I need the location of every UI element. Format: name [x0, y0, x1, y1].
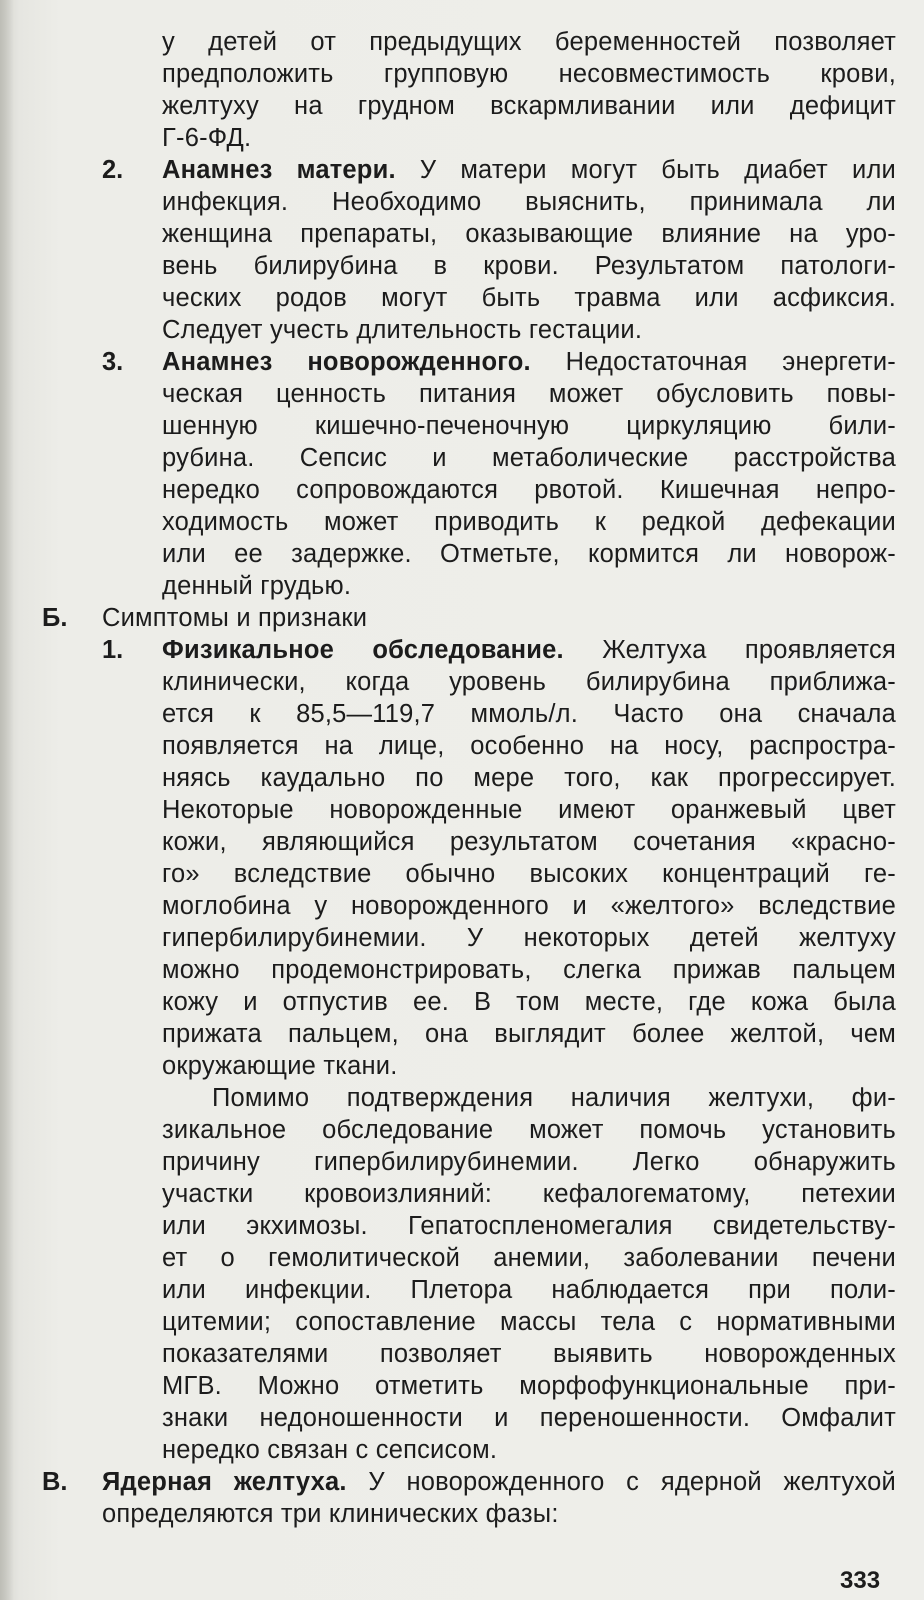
- text-line: или экхимозы. Гепатоспленомегалия свидетельству-: [162, 1212, 896, 1240]
- text-line: зикальное обследование может помочь установить: [162, 1116, 896, 1144]
- text-line: ется к 85,5—119,7 ммоль/л. Часто она сначала: [162, 700, 896, 728]
- text-line: вень билирубина в крови. Результатом патологи-: [162, 252, 896, 280]
- text-line: прижата пальцем, она выглядит более желтой, чем: [162, 1020, 896, 1048]
- text-line: денный грудью.: [162, 572, 352, 600]
- text-line: клинически, когда уровень билирубина приближа-: [162, 668, 896, 696]
- text-line: определяются три клинических фазы:: [102, 1500, 559, 1528]
- item-b1-heading: Физикальное обследование.: [162, 636, 564, 664]
- section-marker-v: В.: [42, 1468, 68, 1496]
- text-line: у детей от предыдущих беременностей позволяет: [162, 28, 896, 56]
- text-line: кожи, являющийся результатом сочетания «красно-: [162, 828, 896, 856]
- text-line: участки кровоизлияний: кефалогематому, петехии: [162, 1180, 896, 1208]
- page-number: 333: [840, 1567, 881, 1594]
- list-item-3-first-line: [162, 346, 896, 378]
- text-line: рубина. Сепсис и метаболические расстройства: [162, 444, 896, 472]
- text-line: цитемии; сопоставление массы тела с нормативными: [162, 1308, 896, 1336]
- list-marker-2: 2.: [102, 156, 124, 184]
- text-line: желтуху на грудном вскармливании или дефицит: [162, 92, 896, 120]
- text-line: Следует учесть длительность гестации.: [162, 316, 643, 344]
- text-line: няясь каудально по мере того, как прогрессирует.: [162, 764, 896, 792]
- text-line: окружающие ткани.: [162, 1052, 398, 1080]
- text-line: или инфекции. Плетора наблюдается при поли-: [162, 1276, 896, 1304]
- text-line: Г-6-ФД.: [162, 124, 252, 152]
- text-line: женщина препараты, оказывающие влияние на уро-: [162, 220, 896, 248]
- text-line: инфекция. Необходимо выяснить, принимала ли: [162, 188, 896, 216]
- text-line: нередко связан с сепсисом.: [162, 1436, 498, 1464]
- text-line: МГВ. Можно отметить морфофункциональные при-: [162, 1372, 896, 1400]
- text-line: или ее задержке. Отметьте, кормится ли новорож-: [162, 540, 896, 568]
- list-marker-b1: 1.: [102, 636, 124, 664]
- text-line: гипербилирубинемии. У некоторых детей желтуху: [162, 924, 896, 952]
- text-line: го» вследствие обычно высоких концентраций ге-: [162, 860, 896, 888]
- text-line: можно продемонстрировать, слегка прижав пальцем: [162, 956, 896, 984]
- text-line: ческая ценность питания может обусловить повы-: [162, 380, 896, 408]
- section-marker-b: Б.: [42, 604, 68, 632]
- text-line: появляется на лице, особенно на носу, распростра-: [162, 732, 896, 760]
- text-line: нередко сопровождаются рвотой. Кишечная непро-: [162, 476, 896, 504]
- item-3-heading: Анамнез новорожденного.: [162, 348, 531, 376]
- text-fragment: Желтуха проявляется: [563, 636, 896, 664]
- text-line: причину гипербилирубинемии. Легко обнаружить: [162, 1148, 896, 1176]
- section-v-heading: Ядерная желтуха.: [102, 1468, 347, 1496]
- text-line: Помимо подтверждения наличия желтухи, фи-: [212, 1084, 896, 1112]
- list-item-2-first-line: [162, 154, 896, 186]
- section-b-title: Симптомы и признаки: [102, 604, 368, 632]
- item-2-heading: Анамнез матери.: [162, 156, 396, 184]
- text-line: моглобина у новорожденного и «желтого» вследствие: [162, 892, 896, 920]
- text-fragment: У матери могут быть диабет или: [395, 156, 896, 184]
- text-fragment: Недостаточная энергети-: [530, 348, 896, 376]
- text-line: предположить групповую несовместимость крови,: [162, 60, 896, 88]
- text-line: показателями позволяет выявить новорожденных: [162, 1340, 896, 1368]
- text-line: кожу и отпустив ее. В том месте, где кожа была: [162, 988, 896, 1016]
- section-v-first-line: [102, 1466, 896, 1498]
- text-line: ет о гемолитической анемии, заболевании печени: [162, 1244, 896, 1272]
- text-line: шенную кишечно-печеночную циркуляцию били-: [162, 412, 896, 440]
- text-line: ческих родов могут быть травма или асфиксия.: [162, 284, 896, 312]
- page-edge-shadow: [0, 0, 14, 1600]
- list-marker-3: 3.: [102, 348, 124, 376]
- text-line: ходимость может приводить к редкой дефекации: [162, 508, 896, 536]
- text-line: Некоторые новорожденные имеют оранжевый цвет: [162, 796, 896, 824]
- text-fragment: У новорожденного с ядерной желтухой: [346, 1468, 896, 1496]
- list-item-b1-first-line: [162, 634, 896, 666]
- text-line: знаки недоношенности и переношенности. Омфалит: [162, 1404, 896, 1432]
